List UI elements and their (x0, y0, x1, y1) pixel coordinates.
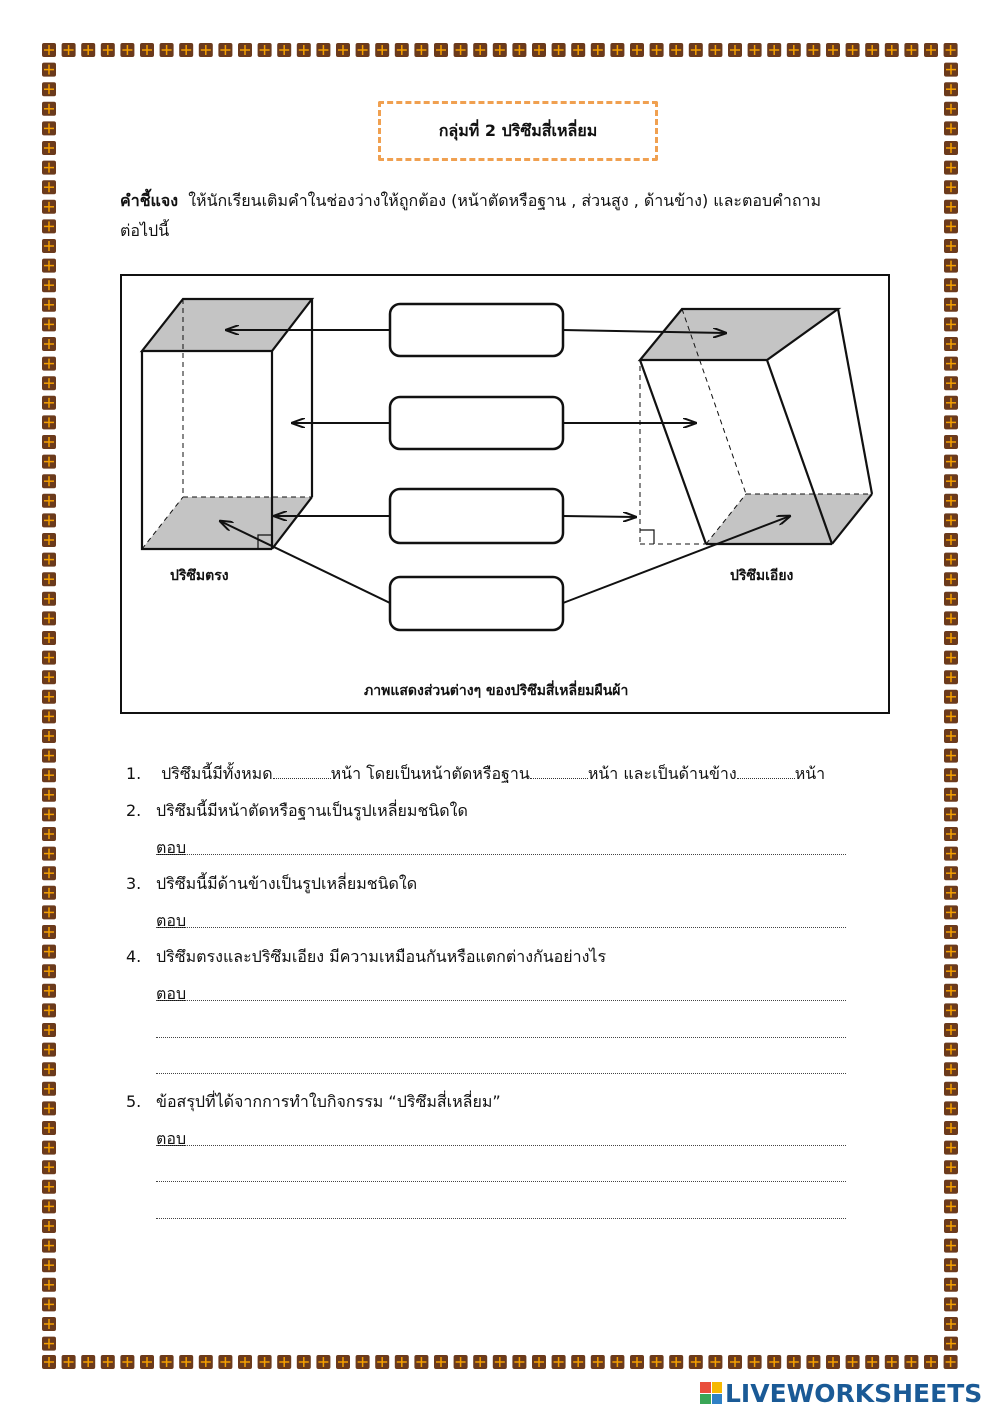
border-tile (865, 1355, 879, 1369)
border-tile (42, 102, 56, 116)
border-tile (42, 1082, 56, 1096)
right-prism (142, 299, 312, 549)
border-tile (297, 43, 311, 57)
prism-diagram (120, 274, 890, 714)
border-tile (42, 1023, 56, 1037)
border-tile (944, 102, 958, 116)
border-tile (42, 631, 56, 645)
border-tile (944, 357, 958, 371)
border-tile (689, 1355, 703, 1369)
border-tile (944, 788, 958, 802)
border-tile (944, 513, 958, 527)
border-tile (944, 1023, 958, 1037)
border-tile (316, 43, 330, 57)
border-tile (42, 337, 56, 351)
border-tile (42, 376, 56, 390)
border-tile (42, 847, 56, 861)
border-tile (904, 1355, 918, 1369)
blank-total-faces[interactable] (273, 764, 331, 779)
border-tile (336, 1355, 350, 1369)
border-tile (395, 43, 409, 57)
border-tile (42, 611, 56, 625)
border-tile (238, 43, 252, 57)
border-tile (630, 1355, 644, 1369)
prism-diagram-drawing (122, 276, 887, 711)
border-tile (493, 43, 507, 57)
border-tile (944, 396, 958, 410)
border-tile (42, 43, 56, 57)
border-tile (944, 43, 958, 57)
border-tile (944, 611, 958, 625)
answer-line-4b[interactable] (156, 1019, 846, 1038)
border-tile (826, 43, 840, 57)
answer-label-3: ตอบ (156, 911, 187, 930)
border-tile (944, 141, 958, 155)
border-tile (42, 357, 56, 371)
border-tile (62, 1355, 76, 1369)
border-tile (904, 43, 918, 57)
border-tile (944, 847, 958, 861)
border-tile (846, 43, 860, 57)
question-number: 1. (126, 764, 142, 783)
question-number: 5. (126, 1092, 142, 1111)
border-tile (42, 533, 56, 547)
question-text: ข้อสรุปที่ได้จากการทำใบกิจกรรม “ปริซึมสี่เหลี่ยม” (156, 1092, 501, 1111)
border-tile (473, 43, 487, 57)
question-1-part1: ปริซึมนี้มีทั้งหมด (161, 764, 273, 783)
border-tile (258, 43, 272, 57)
border-tile (140, 1355, 154, 1369)
border-tile (414, 1355, 428, 1369)
border-tile (42, 141, 56, 155)
border-tile (610, 1355, 624, 1369)
border-tile (42, 513, 56, 527)
border-tile (101, 1355, 115, 1369)
border-tile (42, 749, 56, 763)
answer-line-5c[interactable] (156, 1200, 846, 1219)
instruction-text: ให้นักเรียนเติมคำในช่องว่างให้ถูกต้อง (หน้าตัดหรือฐาน , ส่วนสูง , ด้านข้าง) และตอบคำถาม (188, 191, 822, 210)
question-4 (126, 945, 606, 970)
border-tile (885, 1355, 899, 1369)
border-tile (944, 729, 958, 743)
logo-icon (700, 1382, 722, 1404)
question-text: ปริซึมนี้มีด้านข้างเป็นรูปเหลี่ยมชนิดใด (156, 874, 418, 893)
border-tile (944, 1160, 958, 1174)
border-tile (944, 317, 958, 331)
border-tile (42, 886, 56, 900)
border-tile (944, 1337, 958, 1351)
border-tile (42, 1199, 56, 1213)
border-tile (42, 690, 56, 704)
border-tile (42, 259, 56, 273)
question-1-part3: หน้า และเป็นด้านข้าง (587, 764, 737, 783)
border-tile (944, 278, 958, 292)
border-tile (512, 1355, 526, 1369)
border-tile (944, 82, 958, 96)
border-tile (826, 1355, 840, 1369)
oblique-prism-top-face (640, 309, 838, 360)
border-tile (944, 259, 958, 273)
border-tile (689, 43, 703, 57)
border-tile (160, 43, 174, 57)
border-tile (944, 161, 958, 175)
right-prism-bottom-face (142, 497, 312, 549)
border-tile (944, 1141, 958, 1155)
border-tile (591, 43, 605, 57)
border-tile (748, 1355, 762, 1369)
figure-caption: ภาพแสดงส่วนต่างๆ ของปริซึมสี่เหลี่ยมผืนผ้า (364, 683, 629, 699)
border-tile (454, 43, 468, 57)
border-tile (787, 43, 801, 57)
border-tile (944, 1003, 958, 1017)
oblique-prism (640, 309, 872, 544)
border-tile (924, 1355, 938, 1369)
border-tile (42, 905, 56, 919)
border-tile (42, 415, 56, 429)
question-1-part2: หน้า โดยเป็นหน้าตัดหรือฐาน (330, 764, 530, 783)
border-tile (924, 43, 938, 57)
border-tile (120, 1355, 134, 1369)
blank-box-4[interactable] (390, 577, 563, 630)
border-tile (944, 945, 958, 959)
border-tile (944, 631, 958, 645)
border-tile (356, 1355, 370, 1369)
border-tile (944, 572, 958, 586)
border-tile (473, 1355, 487, 1369)
border-tile (42, 1101, 56, 1115)
border-tile (120, 43, 134, 57)
border-tile (944, 180, 958, 194)
border-tile (944, 768, 958, 782)
border-tile (944, 553, 958, 567)
border-tile (944, 807, 958, 821)
border-tile (434, 43, 448, 57)
right-prism-top-face (142, 299, 312, 351)
border-tile (944, 63, 958, 77)
border-tile (846, 1355, 860, 1369)
border-tile (767, 43, 781, 57)
border-tile (944, 1062, 958, 1076)
border-tile (787, 1355, 801, 1369)
border-tile (806, 1355, 820, 1369)
border-tile (532, 43, 546, 57)
border-tile (42, 1258, 56, 1272)
border-tile (42, 592, 56, 606)
border-tile (944, 533, 958, 547)
answer-label-2: ตอบ (156, 838, 187, 857)
border-tile (669, 1355, 683, 1369)
border-tile (532, 1355, 546, 1369)
border-tile (42, 494, 56, 508)
border-tile (650, 1355, 664, 1369)
border-tile (42, 1003, 56, 1017)
border-tile (944, 474, 958, 488)
border-tile (414, 43, 428, 57)
border-tile (42, 474, 56, 488)
border-tile (630, 43, 644, 57)
border-tile (81, 43, 95, 57)
border-tile (42, 1180, 56, 1194)
border-tile (42, 1141, 56, 1155)
border-tile (944, 1180, 958, 1194)
border-tile (865, 43, 879, 57)
arrows (220, 330, 790, 603)
border-tile (42, 239, 56, 253)
border-tile (42, 1160, 56, 1174)
border-tile (42, 1043, 56, 1057)
blank-base-faces[interactable] (530, 764, 588, 779)
border-tile (944, 121, 958, 135)
worksheet-title (378, 101, 658, 161)
border-tile (81, 1355, 95, 1369)
border-tile (42, 1297, 56, 1311)
border-tile (42, 317, 56, 331)
border-tile (944, 592, 958, 606)
answer-line-2[interactable] (156, 836, 846, 855)
border-tile (944, 376, 958, 390)
border-tile (316, 1355, 330, 1369)
border-tile (944, 494, 958, 508)
border-tile (944, 1101, 958, 1115)
question-1-part4: หน้า (794, 764, 826, 783)
border-tile (356, 43, 370, 57)
border-tile (944, 690, 958, 704)
border-tile (277, 1355, 291, 1369)
border-tile (669, 43, 683, 57)
border-tile (199, 1355, 213, 1369)
border-tile (806, 43, 820, 57)
answer-line-5a[interactable] (156, 1127, 846, 1146)
instructions (120, 186, 850, 246)
border-tile (944, 1258, 958, 1272)
blank-box-2[interactable] (390, 397, 563, 449)
border-tile (375, 1355, 389, 1369)
border-tile (395, 1355, 409, 1369)
border-tile (179, 43, 193, 57)
border-tile (944, 298, 958, 312)
question-2 (126, 799, 468, 824)
answer-line-3[interactable] (156, 909, 846, 928)
question-1 (126, 762, 825, 787)
border-tile (140, 43, 154, 57)
question-number: 2. (126, 801, 142, 820)
border-tile (42, 121, 56, 135)
border-tile (42, 82, 56, 96)
answer-line-4a[interactable] (156, 982, 846, 1001)
border-tile (650, 43, 664, 57)
border-tile (944, 455, 958, 469)
right-prism-label: ปริซึมตรง (170, 568, 229, 584)
logo-text: LIVEWORKSHEETS (725, 1378, 983, 1408)
border-tile (297, 1355, 311, 1369)
border-tile (277, 43, 291, 57)
border-tile (42, 1278, 56, 1292)
border-tile (552, 43, 566, 57)
border-tile (944, 651, 958, 665)
border-tile (944, 709, 958, 723)
border-tile (748, 43, 762, 57)
question-text: ปริซึมตรงและปริซึมเอียง มีความเหมือนกันหรือแตกต่างกันอย่างไร (156, 947, 607, 966)
border-tile (434, 1355, 448, 1369)
border-tile (42, 768, 56, 782)
border-tile (571, 43, 585, 57)
blank-side-faces[interactable] (737, 764, 795, 779)
border-tile (944, 905, 958, 919)
border-tile (944, 984, 958, 998)
border-tile (944, 964, 958, 978)
border-tile (944, 415, 958, 429)
border-tile (944, 1317, 958, 1331)
border-tile (199, 43, 213, 57)
border-tile (944, 435, 958, 449)
border-tile (708, 1355, 722, 1369)
answer-line-4c[interactable] (156, 1055, 846, 1074)
border-tile (552, 1355, 566, 1369)
border-tile (944, 1297, 958, 1311)
border-tile (42, 651, 56, 665)
border-tile (591, 1355, 605, 1369)
border-tile (42, 866, 56, 880)
border-tile (42, 278, 56, 292)
border-tile (454, 1355, 468, 1369)
border-tile (767, 1355, 781, 1369)
question-number: 4. (126, 947, 142, 966)
border-tile (42, 435, 56, 449)
instruction-text-line2: ต่อไปนี้ (120, 221, 170, 240)
border-tile (728, 43, 742, 57)
border-tile (944, 1199, 958, 1213)
border-tile (42, 396, 56, 410)
answer-label-4: ตอบ (156, 984, 187, 1003)
border-tile (610, 43, 624, 57)
border-tile (42, 1219, 56, 1233)
border-tile (571, 1355, 585, 1369)
border-tile (944, 1043, 958, 1057)
title-text: กลุ่มที่ 2 ปริซึมสี่เหลี่ยม (438, 120, 598, 140)
border-tile (944, 1278, 958, 1292)
border-tile (944, 1355, 958, 1369)
border-tile (42, 1239, 56, 1253)
border-tile (944, 670, 958, 684)
border-tile (944, 219, 958, 233)
answer-line-5b[interactable] (156, 1163, 846, 1182)
border-tile (944, 886, 958, 900)
question-5 (126, 1090, 501, 1115)
border-tile (42, 161, 56, 175)
border-tile (42, 200, 56, 214)
border-tile (375, 43, 389, 57)
border-tile (885, 43, 899, 57)
border-tile (179, 1355, 193, 1369)
border-tile (218, 43, 232, 57)
border-tile (42, 63, 56, 77)
border-tile (42, 670, 56, 684)
border-tile (42, 1317, 56, 1331)
question-3 (126, 872, 417, 897)
border-tile (944, 337, 958, 351)
blank-box-3[interactable] (390, 489, 563, 543)
border-tile (42, 219, 56, 233)
border-tile (218, 1355, 232, 1369)
border-tile (42, 572, 56, 586)
border-tile (42, 298, 56, 312)
border-tile (708, 43, 722, 57)
border-tile (42, 807, 56, 821)
border-tile (258, 1355, 272, 1369)
border-tile (42, 729, 56, 743)
blank-box-1[interactable] (390, 304, 563, 356)
liveworksheets-logo[interactable] (700, 1378, 982, 1408)
border-tile (944, 827, 958, 841)
border-tile (62, 43, 76, 57)
border-tile (944, 1239, 958, 1253)
border-tile (42, 1355, 56, 1369)
border-tile (728, 1355, 742, 1369)
border-tile (42, 984, 56, 998)
border-tile (336, 43, 350, 57)
border-tile (42, 925, 56, 939)
question-number: 3. (126, 874, 142, 893)
border-tile (944, 866, 958, 880)
border-tile (42, 455, 56, 469)
border-tile (42, 553, 56, 567)
border-tile (42, 964, 56, 978)
border-tile (42, 709, 56, 723)
border-tile (160, 1355, 174, 1369)
border-tile (42, 1121, 56, 1135)
border-tile (944, 200, 958, 214)
oblique-prism-bottom-face (706, 494, 872, 544)
border-tile (944, 925, 958, 939)
border-tile (101, 43, 115, 57)
border-tile (944, 239, 958, 253)
oblique-prism-label: ปริซึมเอียง (730, 568, 794, 584)
border-tile (944, 1219, 958, 1233)
border-tile (944, 749, 958, 763)
instruction-label: คำชี้แจง (120, 191, 179, 210)
border-tile (238, 1355, 252, 1369)
border-tile (42, 945, 56, 959)
border-tile (42, 827, 56, 841)
border-tile (42, 788, 56, 802)
border-tile (944, 1121, 958, 1135)
border-tile (944, 1082, 958, 1096)
border-tile (42, 180, 56, 194)
border-tile (493, 1355, 507, 1369)
border-tile (42, 1337, 56, 1351)
border-tile (512, 43, 526, 57)
border-tile (42, 1062, 56, 1076)
answer-label-5: ตอบ (156, 1129, 187, 1148)
question-text: ปริซึมนี้มีหน้าตัดหรือฐานเป็นรูปเหลี่ยมชนิดใด (156, 801, 468, 820)
